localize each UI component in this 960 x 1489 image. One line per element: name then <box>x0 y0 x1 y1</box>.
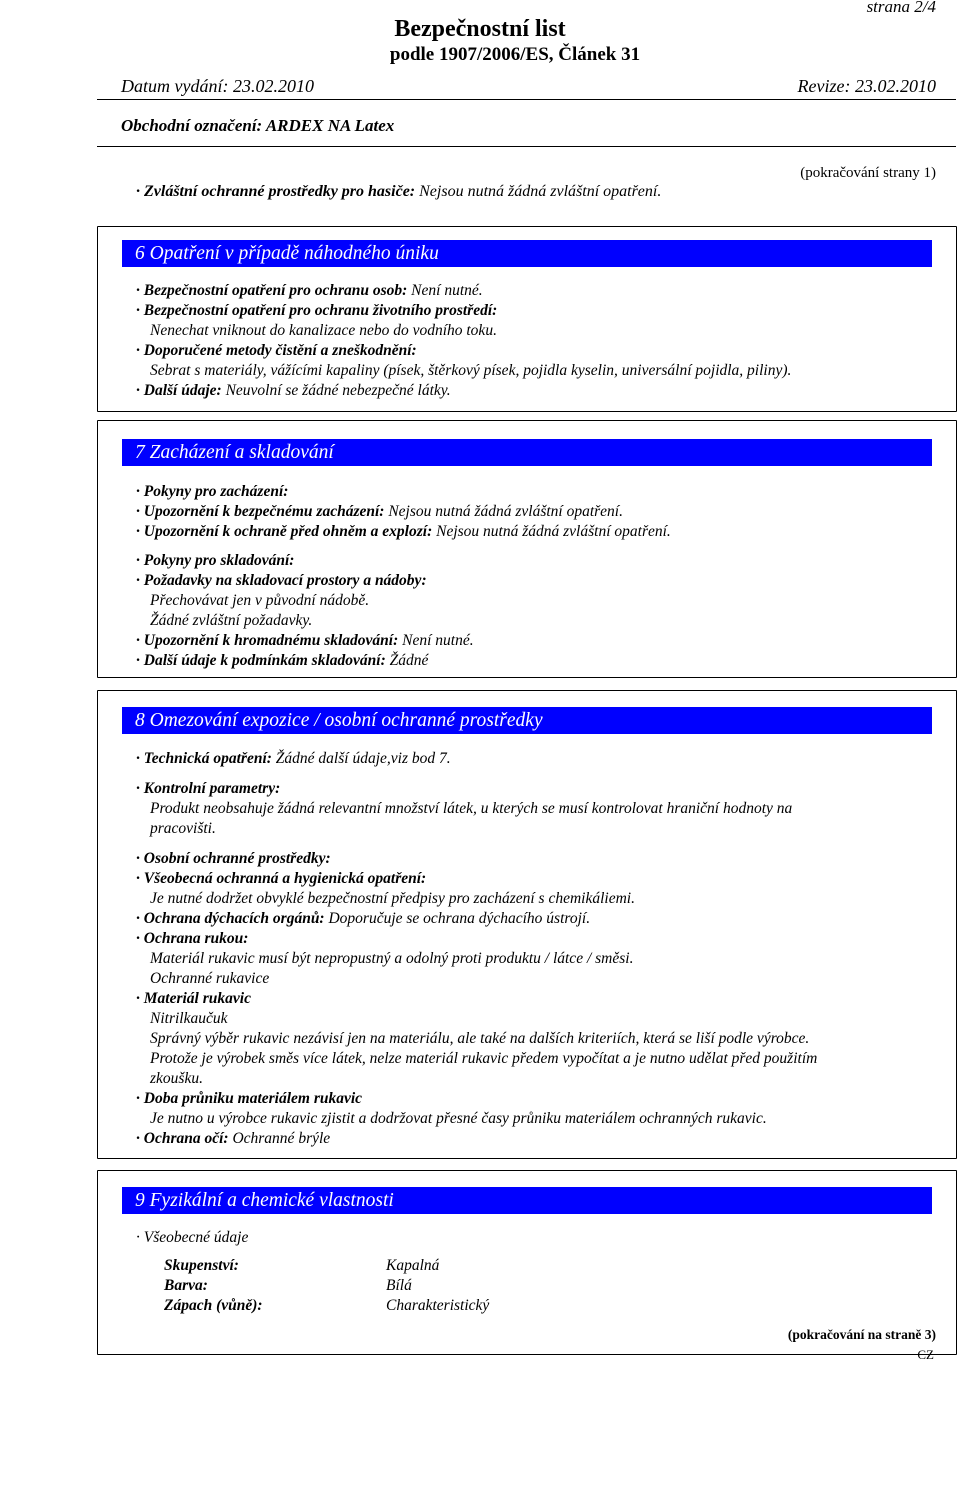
control-parameters-label: · Kontrolní parametry: <box>136 780 281 797</box>
issue-date: Datum vydání: 23.02.2010 <box>121 76 314 96</box>
trade-divider <box>97 146 956 147</box>
continuation-to: (pokračování na straně 3) <box>787 1327 936 1342</box>
property-value: Bílá <box>386 1277 412 1294</box>
env-precautions-label: · Bezpečnostní opatření pro ochranu životního prostředí: <box>136 302 498 319</box>
section-8-title: 8 Omezování expozice / osobní ochranné prostředky <box>122 707 932 734</box>
revision-date: Revize: 23.02.2010 <box>797 76 936 96</box>
personal-precautions <box>136 281 483 301</box>
further-storage: · Další údaje k podmínkám skladování: Žádné <box>136 652 429 669</box>
hygiene-value: Je nutné dodržet obvyklé bezpečnostní předpisy pro zacházení s chemikáliemi. <box>150 890 635 907</box>
penetration-time-label: · Doba průniku materiálem rukavic <box>136 1090 363 1107</box>
respiratory-protection: · Ochrana dýchacích orgánů: Doporučuje se ochrana dýchacího ústrojí. <box>136 910 591 927</box>
property-value: Charakteristický <box>386 1297 490 1314</box>
document-subtitle: podle 1907/2006/ES, Článek 31 <box>389 44 641 65</box>
general-info-label: · Všeobecné údaje <box>136 1229 249 1246</box>
control-parameters-value-1: Produkt neobsahuje žádná relevantní množství látek, u kterých se musí kontrolovat hraniční hodnoty na <box>150 800 793 817</box>
safe-handling: · Upozornění k bezpečnému zacházení: Nejsou nutná žádná zvláštní opatření. <box>136 503 623 520</box>
page-number: strana 2/4 <box>866 0 936 16</box>
section-9-title: 9 Fyzikální a chemické vlastnosti <box>122 1187 932 1214</box>
property-name: Skupenství: <box>164 1257 239 1274</box>
document-title: Bezpečnostní list <box>394 16 566 42</box>
glove-material-value-2: Správný výběr rukavic nezávisí jen na materiálu, ale také na dalších kriteriích, která se liší podle výrobce. <box>150 1030 810 1047</box>
continuation-from: (pokračování strany 1) <box>800 165 936 181</box>
hand-protection-value-1: Materiál rukavic musí být nepropustný a odolný proti produktu / látce / směsi. <box>150 950 634 967</box>
hand-protection-value-2: Ochranné rukavice <box>150 970 270 987</box>
control-parameters-value-2: pracovišti. <box>150 820 216 837</box>
property-name: Barva: <box>164 1277 208 1294</box>
property-value: Kapalná <box>386 1257 440 1274</box>
storage-label: · Pokyny pro skladování: <box>136 552 295 569</box>
penetration-time-value: Je nutno u výrobce rukavic zjistit a dodržovat přesné časy průniku materiálem ochranných rukavic. <box>150 1110 767 1127</box>
firefighters-label: · Zvláštní ochranné prostředky pro hasiče: <box>136 183 416 200</box>
firefighters-line <box>136 183 661 201</box>
personal-value: Není nutné. <box>407 282 483 299</box>
other-info: · Další údaje: Neuvolní se žádné nebezpečné látky. <box>136 382 451 399</box>
hand-protection-label: · Ochrana rukou: <box>136 930 249 947</box>
env-precautions-value: Nenechat vniknout do kanalizace nebo do vodního toku. <box>150 322 497 339</box>
section-6 <box>97 226 957 412</box>
glove-material-value-4: zkoušku. <box>150 1070 203 1087</box>
eye-protection: · Ochrana očí: Ochranné brýle <box>136 1130 331 1147</box>
storage-requirements-label: · Požadavky na skladovací prostory a nádoby: <box>136 572 427 589</box>
personal-label: · Bezpečnostní opatření pro ochranu osob: <box>136 282 408 299</box>
section-6-title: 6 Opatření v případě náhodného úniku <box>122 240 932 267</box>
ppe-label: · Osobní ochranné prostředky: <box>136 850 331 867</box>
property-name: Zápach (vůně): <box>164 1297 263 1314</box>
clean-methods-value: Sebrat s materiály, vážícími kapaliny (písek, štěrkový písek, pojidla kyselin, universální pojidla, piliny). <box>150 362 792 379</box>
language-code: CZ <box>917 1347 934 1362</box>
storage-requirement-1: Přechovávat jen v původní nádobě. <box>150 592 370 609</box>
trade-name: Obchodní označení: ARDEX NA Latex <box>121 116 395 135</box>
fire-explosion: · Upozornění k ochraně před ohněm a explozí: Nejsou nutná žádná zvláštní opatření. <box>136 523 671 540</box>
glove-material-value-3: Protože je výrobek směs více látek, nelze materiál rukavic předem vypočítat a je nutno udělat před použitím <box>150 1050 818 1067</box>
header-divider <box>97 99 956 100</box>
firefighters-value: Nejsou nutná žádná zvláštní opatření. <box>415 183 662 200</box>
clean-methods-label: · Doporučené metody čistění a zneškodnění: <box>136 342 417 359</box>
glove-material-label: · Materiál rukavic <box>136 990 251 1007</box>
hygiene-label: · Všeobecná ochranná a hygienická opatření: <box>136 870 427 887</box>
common-storage: · Upozornění k hromadnému skladování: Není nutné. <box>136 632 474 649</box>
storage-requirement-2: Žádné zvláštní požadavky. <box>150 612 313 629</box>
technical-measures: · Technická opatření: Žádné další údaje,viz bod 7. <box>136 750 451 767</box>
section-8 <box>97 690 957 1159</box>
handling-label: · Pokyny pro zacházení: <box>136 483 289 500</box>
glove-material-value-1: Nitrilkaučuk <box>150 1010 228 1027</box>
section-7-title: 7 Zacházení a skladování <box>122 439 932 466</box>
section-7 <box>97 420 957 678</box>
